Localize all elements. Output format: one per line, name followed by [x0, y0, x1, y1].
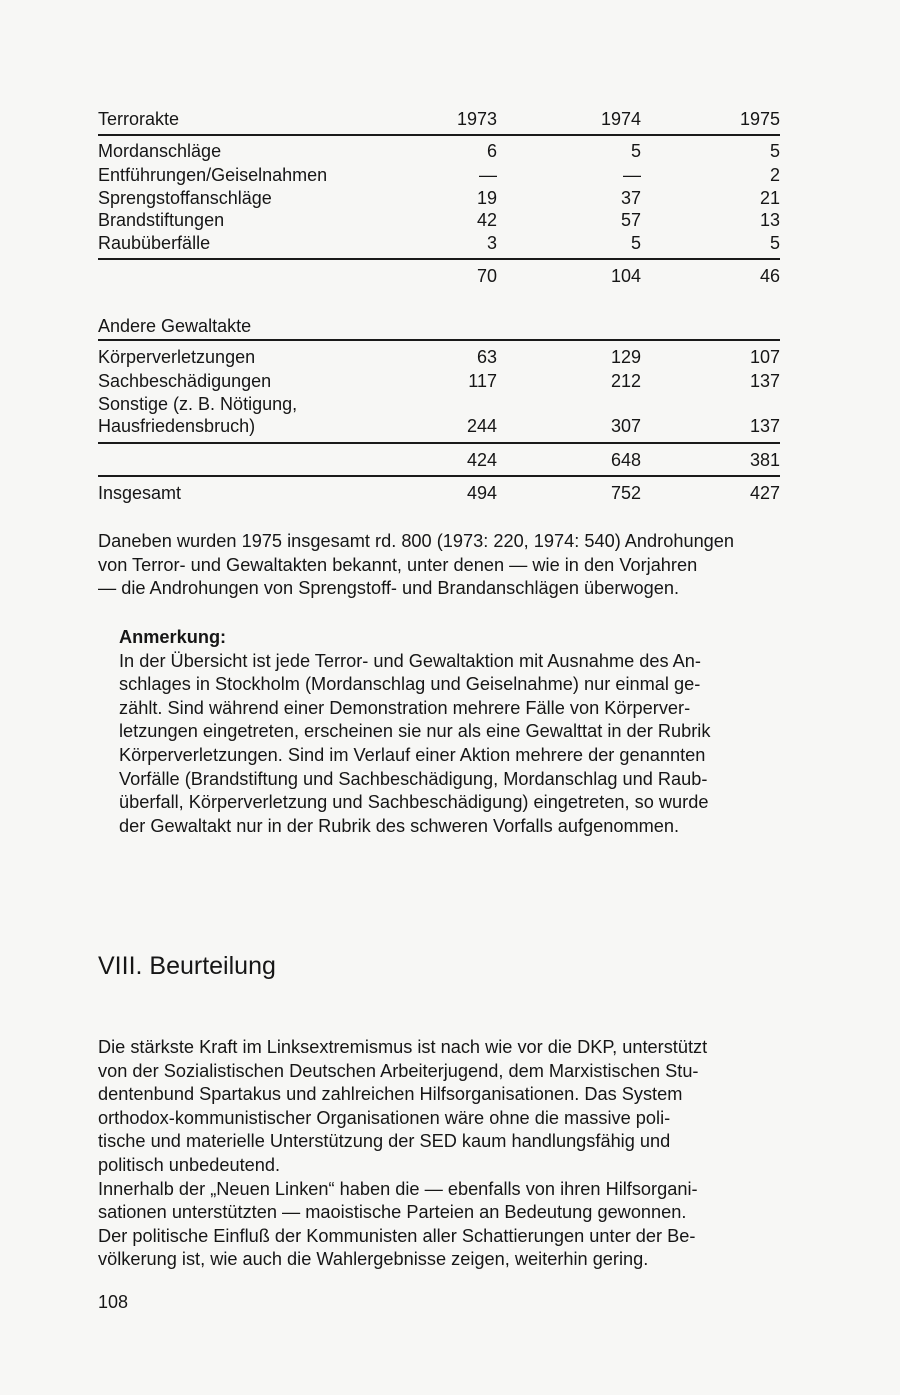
subtotal-1975: 46 [759, 266, 780, 286]
table-row [0, 231, 900, 255]
cell-1973: 63 [476, 347, 497, 367]
cell-1974: — [623, 165, 641, 185]
terror-table-header [0, 107, 900, 131]
cell-1975: 21 [759, 188, 780, 208]
total-rule [98, 475, 780, 477]
note-line: der Gewaltakt nur in der Rubrik des schweren Vorfalls aufgenommen. [119, 815, 680, 836]
cell-1973: — [479, 165, 497, 185]
cell-1974: 5 [630, 141, 641, 161]
note-line: Körperverletzungen. Sind im Verlauf einer Aktion mehrere der genannten [119, 744, 706, 765]
paragraph-line: sationen unterstützten — maoistische Parteien an Bedeutung gewonnen. [98, 1202, 687, 1223]
row-label: Mordanschläge [98, 141, 222, 161]
violence-table-header [0, 314, 900, 338]
note-line: schlages in Stockholm (Mordanschlag und Geiselnahme) nur einmal ge- [119, 674, 701, 695]
total-1975: 427 [749, 483, 780, 503]
cell-1973: 42 [476, 210, 497, 230]
year-1973: 1973 [456, 109, 497, 129]
cell-1975: 5 [769, 141, 780, 161]
table-row [0, 414, 900, 438]
table-row [0, 369, 900, 393]
paragraph-line: orthodox-kommunistischer Organisationen wäre ohne die massive poli- [98, 1107, 671, 1128]
table-row [0, 139, 900, 163]
table-row [0, 392, 900, 416]
subtotal-rule [98, 258, 780, 260]
violence-subtotal-rule [98, 442, 780, 444]
year-1974: 1974 [600, 109, 641, 129]
cell-1975: 13 [759, 210, 780, 230]
table-row [0, 208, 900, 232]
cell-1975: 5 [769, 233, 780, 253]
row-label: Brandstiftungen [98, 210, 225, 230]
cell-1974: 129 [610, 347, 641, 367]
paragraph-line: völkerung ist, wie auch die Wahlergebnisse zeigen, weiterhin gering. [98, 1249, 649, 1270]
total-1974: 752 [610, 483, 641, 503]
cell-1973: 3 [486, 233, 497, 253]
page-number: 108 [98, 1292, 129, 1312]
row-label: Hausfriedensbruch) [98, 416, 256, 436]
cell-1975: 137 [749, 416, 780, 436]
header-rule [98, 134, 780, 136]
note-line: In der Übersicht ist jede Terror- und Gewaltaktion mit Ausnahme des An- [119, 650, 701, 671]
paragraph-line: politisch unbedeutend. [98, 1154, 281, 1175]
row-label: Sachbeschädigungen [98, 371, 272, 391]
row-label: Sprengstoffanschläge [98, 188, 272, 208]
paragraph-line: dentenbund Spartakus und zahlreichen Hilfsorganisationen. Das System [98, 1084, 683, 1105]
cell-1973: 244 [466, 416, 497, 436]
note-line: letzungen eingetreten, erscheinen sie nur als eine Gewalttat in der Rubrik [119, 721, 711, 742]
terror-subtotal-row [0, 264, 900, 288]
table-row [0, 186, 900, 210]
cell-1974: 57 [620, 210, 641, 230]
subtotal-1974: 104 [610, 266, 641, 286]
violence-header-label: Andere Gewaltakte [98, 316, 252, 336]
subtotal-1974: 648 [610, 450, 641, 470]
paragraph-line: von der Sozialistischen Deutschen Arbeiterjugend, dem Marxistischen Stu- [98, 1060, 699, 1081]
table-row [0, 345, 900, 369]
cell-1974: 37 [620, 188, 641, 208]
cell-1973: 117 [468, 371, 497, 391]
total-label: Insgesamt [98, 483, 182, 503]
cell-1975: 107 [749, 347, 780, 367]
note-line: Vorfälle (Brandstiftung und Sachbeschädigung, Mordanschlag und Raub- [119, 768, 708, 789]
threats-paragraph [98, 530, 780, 601]
row-label: Entführungen/Geiselnahmen [98, 165, 328, 185]
year-1975: 1975 [739, 109, 780, 129]
paragraph-line: Der politische Einfluß der Kommunisten aller Schattierungen unter der Be- [98, 1225, 696, 1246]
cell-1973: 19 [476, 188, 497, 208]
terror-header-label: Terrorakte [98, 109, 180, 129]
cell-1975: 137 [749, 371, 780, 391]
cell-1973: 6 [486, 141, 497, 161]
paragraph-line: von Terror- und Gewaltakten bekannt, unter denen — wie in den Vorjahren [98, 554, 698, 575]
row-label: Raubüberfälle [98, 233, 211, 253]
paragraph-line: tische und materielle Unterstützung der SED kaum handlungsfähig und [98, 1131, 671, 1152]
paragraph-line: Die stärkste Kraft im Linksextremismus ist nach wie vor die DKP, unterstützt [98, 1037, 708, 1057]
note-line: überfall, Körperverletzung und Sachbeschädigung) eingetreten, so wurde [119, 792, 709, 813]
subtotal-1975: 381 [749, 450, 780, 470]
paragraph-line: — die Androhungen von Sprengstoff- und Brandanschlägen überwogen. [98, 578, 680, 599]
subtotal-1973: 424 [466, 450, 497, 470]
assessment-paragraph [98, 1036, 780, 1272]
paragraph-line: Innerhalb der „Neuen Linken“ haben die — ebenfalls von ihren Hilfsorgani- [98, 1178, 698, 1199]
violence-header-rule [98, 339, 780, 341]
paragraph-line: Daneben wurden 1975 insgesamt rd. 800 (1973: 220, 1974: 540) Androhungen [98, 531, 735, 551]
cell-1974: 5 [630, 233, 641, 253]
total-1973: 494 [466, 483, 497, 503]
note-title: Anmerkung: [119, 627, 227, 647]
note-block [119, 626, 781, 838]
cell-1975: 2 [769, 165, 780, 185]
section-heading: VIII. Beurteilung [98, 952, 276, 980]
cell-1974: 212 [610, 371, 641, 391]
note-line: zählt. Sind während einer Demonstration mehrere Fälle von Körperver- [119, 697, 691, 718]
cell-1974: 307 [610, 416, 641, 436]
table-row [0, 163, 900, 187]
violence-subtotal-row [0, 448, 900, 472]
row-label: Sonstige (z. B. Nötigung, [98, 394, 298, 414]
row-label: Körperverletzungen [98, 347, 256, 367]
total-row [0, 481, 900, 505]
subtotal-1973: 70 [476, 266, 497, 286]
